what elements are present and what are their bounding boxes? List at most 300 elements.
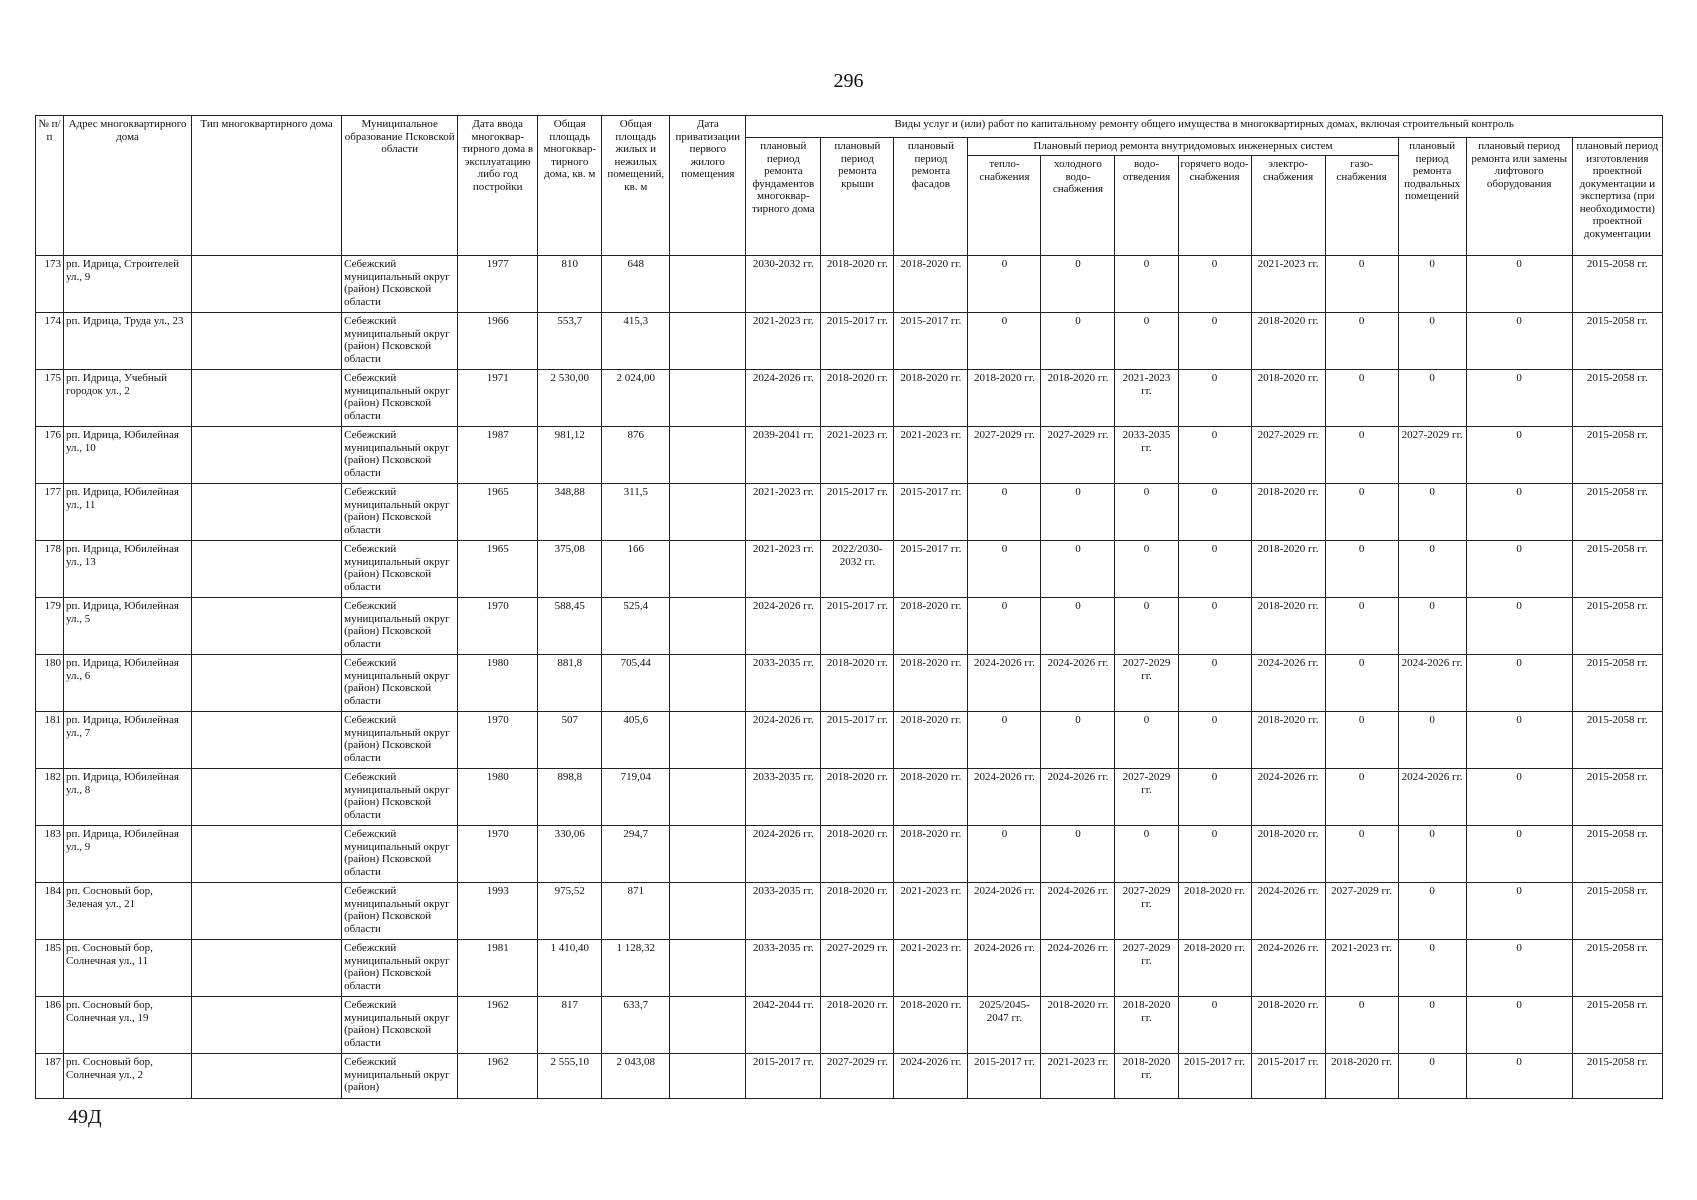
row-foundation: 2024-2026 гг.: [746, 826, 821, 883]
row-cold-water: 0: [1041, 256, 1115, 313]
row-total-area: 981,12: [538, 427, 602, 484]
row-roof: 2027-2029 гг.: [821, 1054, 894, 1099]
page-number: 296: [833, 70, 864, 92]
row-sewage: 0: [1115, 484, 1178, 541]
row-living-area: 2 043,08: [602, 1054, 670, 1099]
row-year: 1970: [458, 598, 538, 655]
row-elevator: 0: [1466, 370, 1572, 427]
row-roof: 2021-2023 гг.: [821, 427, 894, 484]
row-basement: 0: [1398, 883, 1466, 940]
row-design-docs: 2015-2058 гг.: [1572, 541, 1662, 598]
row-roof: 2027-2029 гг.: [821, 940, 894, 997]
row-living-area: 871: [602, 883, 670, 940]
footer-code: 49Д: [68, 1106, 102, 1128]
row-foundation: 2024-2026 гг.: [746, 598, 821, 655]
row-electric: 2027-2029 гг.: [1251, 427, 1325, 484]
row-hot-water: 0: [1178, 427, 1251, 484]
row-address: рп. Идрица, Строителей ул., 9: [64, 256, 192, 313]
row-foundation: 2021-2023 гг.: [746, 313, 821, 370]
table-row: [36, 541, 1663, 598]
row-num: 185: [36, 940, 64, 997]
row-roof: 2018-2020 гг.: [821, 655, 894, 712]
row-hot-water: 0: [1178, 997, 1251, 1054]
header-works-group: Виды услуг и (или) работ по капитальному ремонту общего имущества в многоквартирных домах, включая строительный контроль: [746, 116, 1663, 138]
row-gas: 2021-2023 гг.: [1325, 940, 1398, 997]
row-living-area: 311,5: [602, 484, 670, 541]
row-type: [192, 313, 342, 370]
row-municipality: Себежский муниципальный округ (район) Псковской области: [342, 313, 458, 370]
row-facade: 2021-2023 гг.: [894, 883, 968, 940]
row-foundation: 2033-2035 гг.: [746, 883, 821, 940]
row-municipality: Себежский муниципальный округ (район) Псковской области: [342, 712, 458, 769]
row-cold-water: 2018-2020 гг.: [1041, 997, 1115, 1054]
row-heat: 0: [968, 484, 1041, 541]
header-privatization-date: Дата приватизации первого жилого помещения: [670, 116, 746, 256]
row-num: 176: [36, 427, 64, 484]
row-address: рп. Сосновый бор, Зеленая ул., 21: [64, 883, 192, 940]
row-gas: 0: [1325, 541, 1398, 598]
row-facade: 2021-2023 гг.: [894, 427, 968, 484]
row-facade: 2015-2017 гг.: [894, 541, 968, 598]
row-elevator: 0: [1466, 1054, 1572, 1099]
row-elevator: 0: [1466, 598, 1572, 655]
header-hot-water: горячего водо-снабжения: [1178, 156, 1251, 256]
row-address: рп. Идрица, Юбилейная ул., 13: [64, 541, 192, 598]
row-basement: 0: [1398, 598, 1466, 655]
row-municipality: Себежский муниципальный округ (район) Псковской области: [342, 655, 458, 712]
header-num: № п/п: [36, 116, 64, 256]
row-electric: 2024-2026 гг.: [1251, 769, 1325, 826]
row-hot-water: 2015-2017 гг.: [1178, 1054, 1251, 1099]
row-elevator: 0: [1466, 313, 1572, 370]
row-roof: 2018-2020 гг.: [821, 370, 894, 427]
row-electric: 2024-2026 гг.: [1251, 940, 1325, 997]
row-gas: 0: [1325, 313, 1398, 370]
row-privatization: [670, 541, 746, 598]
row-address: рп. Сосновый бор, Солнечная ул., 2: [64, 1054, 192, 1099]
row-total-area: 2 530,00: [538, 370, 602, 427]
row-num: 177: [36, 484, 64, 541]
row-elevator: 0: [1466, 655, 1572, 712]
row-type: [192, 427, 342, 484]
row-privatization: [670, 313, 746, 370]
row-cold-water: 2024-2026 гг.: [1041, 940, 1115, 997]
row-hot-water: 0: [1178, 826, 1251, 883]
row-num: 174: [36, 313, 64, 370]
row-gas: 0: [1325, 712, 1398, 769]
row-foundation: 2015-2017 гг.: [746, 1054, 821, 1099]
row-municipality: Себежский муниципальный округ (район) Псковской области: [342, 940, 458, 997]
header-foundation: плановый период ремонта фундаментов многоквар-тирного дома: [746, 138, 821, 256]
row-total-area: 898,8: [538, 769, 602, 826]
row-design-docs: 2015-2058 гг.: [1572, 997, 1662, 1054]
row-roof: 2018-2020 гг.: [821, 883, 894, 940]
row-basement: 0: [1398, 484, 1466, 541]
row-type: [192, 484, 342, 541]
row-num: 181: [36, 712, 64, 769]
row-year: 1962: [458, 997, 538, 1054]
row-sewage: 0: [1115, 712, 1178, 769]
row-basement: 0: [1398, 826, 1466, 883]
row-electric: 2018-2020 гг.: [1251, 370, 1325, 427]
row-heat: 2024-2026 гг.: [968, 769, 1041, 826]
row-elevator: 0: [1466, 484, 1572, 541]
row-privatization: [670, 427, 746, 484]
row-hot-water: 0: [1178, 484, 1251, 541]
row-year: 1980: [458, 769, 538, 826]
row-cold-water: 2021-2023 гг.: [1041, 1054, 1115, 1099]
row-gas: 0: [1325, 427, 1398, 484]
row-cold-water: 0: [1041, 484, 1115, 541]
row-year: 1993: [458, 883, 538, 940]
row-type: [192, 883, 342, 940]
row-type: [192, 370, 342, 427]
row-roof: 2015-2017 гг.: [821, 598, 894, 655]
row-year: 1977: [458, 256, 538, 313]
row-total-area: 330,06: [538, 826, 602, 883]
row-type: [192, 541, 342, 598]
row-total-area: 507: [538, 712, 602, 769]
row-electric: 2018-2020 гг.: [1251, 541, 1325, 598]
row-roof: 2015-2017 гг.: [821, 484, 894, 541]
row-type: [192, 940, 342, 997]
row-cold-water: 0: [1041, 712, 1115, 769]
row-address: рп. Идрица, Юбилейная ул., 6: [64, 655, 192, 712]
row-roof: 2018-2020 гг.: [821, 826, 894, 883]
row-municipality: Себежский муниципальный округ (район) Псковской области: [342, 427, 458, 484]
row-living-area: 405,6: [602, 712, 670, 769]
row-facade: 2018-2020 гг.: [894, 712, 968, 769]
table-body: [36, 256, 1663, 1099]
row-roof: 2018-2020 гг.: [821, 256, 894, 313]
row-cold-water: 2024-2026 гг.: [1041, 883, 1115, 940]
row-total-area: 2 555,10: [538, 1054, 602, 1099]
row-basement: 2027-2029 гг.: [1398, 427, 1466, 484]
header-facade: плановый период ремонта фасадов: [894, 138, 968, 256]
row-privatization: [670, 769, 746, 826]
table-row: [36, 256, 1663, 313]
row-privatization: [670, 484, 746, 541]
row-basement: 0: [1398, 940, 1466, 997]
row-privatization: [670, 940, 746, 997]
row-basement: 0: [1398, 313, 1466, 370]
row-cold-water: 0: [1041, 826, 1115, 883]
row-foundation: 2033-2035 гг.: [746, 940, 821, 997]
row-hot-water: 0: [1178, 256, 1251, 313]
header-commission-date: Дата ввода многоквар-тирного дома в эксплуатацию либо год постройки: [458, 116, 538, 256]
header-basement: плановый период ремонта подвальных помещений: [1398, 138, 1466, 256]
table-row: [36, 370, 1663, 427]
table-row: [36, 826, 1663, 883]
row-address: рп. Идрица, Юбилейная ул., 7: [64, 712, 192, 769]
row-municipality: Себежский муниципальный округ (район): [342, 1054, 458, 1099]
row-sewage: 0: [1115, 598, 1178, 655]
table-row: [36, 769, 1663, 826]
row-gas: 0: [1325, 598, 1398, 655]
row-type: [192, 769, 342, 826]
row-sewage: 2018-2020 гг.: [1115, 997, 1178, 1054]
row-address: рп. Сосновый бор, Солнечная ул., 19: [64, 997, 192, 1054]
row-year: 1965: [458, 541, 538, 598]
header-living-area: Общая площадь жилых и нежилых помещений, кв. м: [602, 116, 670, 256]
row-facade: 2024-2026 гг.: [894, 1054, 968, 1099]
row-electric: 2024-2026 гг.: [1251, 655, 1325, 712]
table-row: [36, 940, 1663, 997]
row-elevator: 0: [1466, 256, 1572, 313]
row-num: 187: [36, 1054, 64, 1099]
row-roof: 2018-2020 гг.: [821, 997, 894, 1054]
table-row: [36, 484, 1663, 541]
row-design-docs: 2015-2058 гг.: [1572, 712, 1662, 769]
row-roof: 2018-2020 гг.: [821, 769, 894, 826]
row-basement: 2024-2026 гг.: [1398, 655, 1466, 712]
row-total-area: 1 410,40: [538, 940, 602, 997]
row-type: [192, 826, 342, 883]
row-basement: 2024-2026 гг.: [1398, 769, 1466, 826]
row-heat: 2025/2045-2047 гг.: [968, 997, 1041, 1054]
row-num: 183: [36, 826, 64, 883]
row-foundation: 2024-2026 гг.: [746, 370, 821, 427]
row-sewage: 2018-2020 гг.: [1115, 1054, 1178, 1099]
header-municipality: Муниципальное образование Псковской области: [342, 116, 458, 256]
row-electric: 2024-2026 гг.: [1251, 883, 1325, 940]
row-municipality: Себежский муниципальный округ (район) Псковской области: [342, 541, 458, 598]
row-design-docs: 2015-2058 гг.: [1572, 256, 1662, 313]
row-year: 1970: [458, 826, 538, 883]
row-year: 1971: [458, 370, 538, 427]
row-address: рп. Идрица, Юбилейная ул., 5: [64, 598, 192, 655]
row-year: 1966: [458, 313, 538, 370]
row-elevator: 0: [1466, 826, 1572, 883]
row-elevator: 0: [1466, 541, 1572, 598]
header-electric: электро-снабжения: [1251, 156, 1325, 256]
row-living-area: 1 128,32: [602, 940, 670, 997]
row-sewage: 2027-2029 гг.: [1115, 769, 1178, 826]
row-living-area: 719,04: [602, 769, 670, 826]
row-electric: 2018-2020 гг.: [1251, 313, 1325, 370]
row-municipality: Себежский муниципальный округ (район) Псковской области: [342, 256, 458, 313]
row-total-area: 375,08: [538, 541, 602, 598]
row-type: [192, 598, 342, 655]
row-elevator: 0: [1466, 883, 1572, 940]
row-heat: 2018-2020 гг.: [968, 370, 1041, 427]
row-privatization: [670, 256, 746, 313]
row-year: 1962: [458, 1054, 538, 1099]
row-num: 173: [36, 256, 64, 313]
row-hot-water: 0: [1178, 541, 1251, 598]
row-living-area: 525,4: [602, 598, 670, 655]
row-roof: 2015-2017 гг.: [821, 313, 894, 370]
row-gas: 0: [1325, 655, 1398, 712]
row-heat: 0: [968, 826, 1041, 883]
row-living-area: 2 024,00: [602, 370, 670, 427]
table-row: [36, 655, 1663, 712]
row-electric: 2018-2020 гг.: [1251, 997, 1325, 1054]
header-sewage: водо-отведения: [1115, 156, 1178, 256]
row-living-area: 415,3: [602, 313, 670, 370]
row-electric: 2018-2020 гг.: [1251, 484, 1325, 541]
row-living-area: 166: [602, 541, 670, 598]
row-basement: 0: [1398, 256, 1466, 313]
row-year: 1970: [458, 712, 538, 769]
row-design-docs: 2015-2058 гг.: [1572, 1054, 1662, 1099]
header-elevator: плановый период ремонта или замены лифтового оборудования: [1466, 138, 1572, 256]
row-hot-water: 2018-2020 гг.: [1178, 940, 1251, 997]
table-row: [36, 712, 1663, 769]
header-gas: газо-снабжения: [1325, 156, 1398, 256]
row-design-docs: 2015-2058 гг.: [1572, 484, 1662, 541]
row-electric: 2018-2020 гг.: [1251, 712, 1325, 769]
row-year: 1965: [458, 484, 538, 541]
row-gas: 0: [1325, 997, 1398, 1054]
row-gas: 2027-2029 гг.: [1325, 883, 1398, 940]
table-row: [36, 883, 1663, 940]
row-design-docs: 2015-2058 гг.: [1572, 940, 1662, 997]
row-num: 186: [36, 997, 64, 1054]
row-basement: 0: [1398, 370, 1466, 427]
row-facade: 2015-2017 гг.: [894, 484, 968, 541]
row-foundation: 2030-2032 гг.: [746, 256, 821, 313]
row-address: рп. Сосновый бор, Солнечная ул., 11: [64, 940, 192, 997]
row-roof: 2022/2030-2032 гг.: [821, 541, 894, 598]
row-address: рп. Идрица, Юбилейная ул., 10: [64, 427, 192, 484]
row-hot-water: 0: [1178, 655, 1251, 712]
row-cold-water: 0: [1041, 313, 1115, 370]
row-privatization: [670, 370, 746, 427]
row-elevator: 0: [1466, 769, 1572, 826]
row-privatization: [670, 826, 746, 883]
header-address: Адрес многоквартирного дома: [64, 116, 192, 256]
row-type: [192, 712, 342, 769]
row-electric: 2018-2020 гг.: [1251, 826, 1325, 883]
row-electric: 2021-2023 гг.: [1251, 256, 1325, 313]
capital-repair-table: [35, 115, 1663, 1099]
row-municipality: Себежский муниципальный округ (район) Псковской области: [342, 484, 458, 541]
row-municipality: Себежский муниципальный округ (район) Псковской области: [342, 769, 458, 826]
row-gas: 0: [1325, 370, 1398, 427]
row-elevator: 0: [1466, 712, 1572, 769]
row-facade: 2018-2020 гг.: [894, 769, 968, 826]
row-cold-water: 2024-2026 гг.: [1041, 769, 1115, 826]
row-heat: 2024-2026 гг.: [968, 883, 1041, 940]
row-total-area: 881,8: [538, 655, 602, 712]
row-sewage: 0: [1115, 826, 1178, 883]
row-facade: 2018-2020 гг.: [894, 997, 968, 1054]
row-design-docs: 2015-2058 гг.: [1572, 598, 1662, 655]
table-row: [36, 427, 1663, 484]
row-design-docs: 2015-2058 гг.: [1572, 427, 1662, 484]
row-foundation: 2033-2035 гг.: [746, 769, 821, 826]
row-design-docs: 2015-2058 гг.: [1572, 883, 1662, 940]
row-basement: 0: [1398, 541, 1466, 598]
row-foundation: 2024-2026 гг.: [746, 712, 821, 769]
row-hot-water: 0: [1178, 370, 1251, 427]
row-privatization: [670, 1054, 746, 1099]
row-municipality: Себежский муниципальный округ (район) Псковской области: [342, 370, 458, 427]
row-facade: 2018-2020 гг.: [894, 826, 968, 883]
row-address: рп. Идрица, Юбилейная ул., 11: [64, 484, 192, 541]
row-total-area: 975,52: [538, 883, 602, 940]
row-year: 1981: [458, 940, 538, 997]
row-cold-water: 0: [1041, 541, 1115, 598]
row-total-area: 553,7: [538, 313, 602, 370]
row-municipality: Себежский муниципальный округ (район) Псковской области: [342, 598, 458, 655]
row-gas: 2018-2020 гг.: [1325, 1054, 1398, 1099]
row-sewage: 2027-2029 гг.: [1115, 883, 1178, 940]
row-sewage: 2027-2029 гг.: [1115, 940, 1178, 997]
row-basement: 0: [1398, 997, 1466, 1054]
row-privatization: [670, 598, 746, 655]
row-heat: 0: [968, 712, 1041, 769]
row-foundation: 2033-2035 гг.: [746, 655, 821, 712]
row-electric: 2015-2017 гг.: [1251, 1054, 1325, 1099]
row-privatization: [670, 655, 746, 712]
row-sewage: 0: [1115, 313, 1178, 370]
row-cold-water: 0: [1041, 598, 1115, 655]
row-design-docs: 2015-2058 гг.: [1572, 313, 1662, 370]
row-heat: 0: [968, 256, 1041, 313]
row-privatization: [670, 712, 746, 769]
row-heat: 2024-2026 гг.: [968, 940, 1041, 997]
header-type: Тип многоквартирного дома: [192, 116, 342, 256]
row-heat: 2024-2026 гг.: [968, 655, 1041, 712]
row-facade: 2018-2020 гг.: [894, 256, 968, 313]
row-foundation: 2042-2044 гг.: [746, 997, 821, 1054]
row-privatization: [670, 883, 746, 940]
header-roof: плановый период ремонта крыши: [821, 138, 894, 256]
row-elevator: 0: [1466, 940, 1572, 997]
row-gas: 0: [1325, 256, 1398, 313]
row-sewage: 2021-2023 гг.: [1115, 370, 1178, 427]
table-row: [36, 598, 1663, 655]
row-num: 175: [36, 370, 64, 427]
row-cold-water: 2027-2029 гг.: [1041, 427, 1115, 484]
row-hot-water: 0: [1178, 598, 1251, 655]
row-total-area: 810: [538, 256, 602, 313]
row-num: 178: [36, 541, 64, 598]
table-row: [36, 1054, 1663, 1099]
row-foundation: 2021-2023 гг.: [746, 484, 821, 541]
row-hot-water: 0: [1178, 712, 1251, 769]
row-gas: 0: [1325, 484, 1398, 541]
row-living-area: 294,7: [602, 826, 670, 883]
row-living-area: 633,7: [602, 997, 670, 1054]
header-design-docs: плановый период изготовления проектной документации и экспертиза (при необходимости) проектной документации: [1572, 138, 1662, 256]
row-facade: 2018-2020 гг.: [894, 598, 968, 655]
row-total-area: 817: [538, 997, 602, 1054]
capital-repair-table-container: [35, 115, 1663, 1099]
header-heat: тепло-снабжения: [968, 156, 1041, 256]
row-municipality: Себежский муниципальный округ (район) Псковской области: [342, 997, 458, 1054]
row-hot-water: 0: [1178, 769, 1251, 826]
row-total-area: 348,88: [538, 484, 602, 541]
row-heat: 2015-2017 гг.: [968, 1054, 1041, 1099]
row-num: 184: [36, 883, 64, 940]
row-sewage: 0: [1115, 256, 1178, 313]
row-heat: 0: [968, 598, 1041, 655]
row-facade: 2015-2017 гг.: [894, 313, 968, 370]
row-facade: 2018-2020 гг.: [894, 655, 968, 712]
row-design-docs: 2015-2058 гг.: [1572, 826, 1662, 883]
row-address: рп. Идрица, Труда ул., 23: [64, 313, 192, 370]
row-gas: 0: [1325, 769, 1398, 826]
header-cold-water: холодного водо-снабжения: [1041, 156, 1115, 256]
row-address: рп. Идрица, Юбилейная ул., 9: [64, 826, 192, 883]
row-sewage: 2033-2035 гг.: [1115, 427, 1178, 484]
row-type: [192, 655, 342, 712]
row-living-area: 705,44: [602, 655, 670, 712]
row-heat: 0: [968, 541, 1041, 598]
